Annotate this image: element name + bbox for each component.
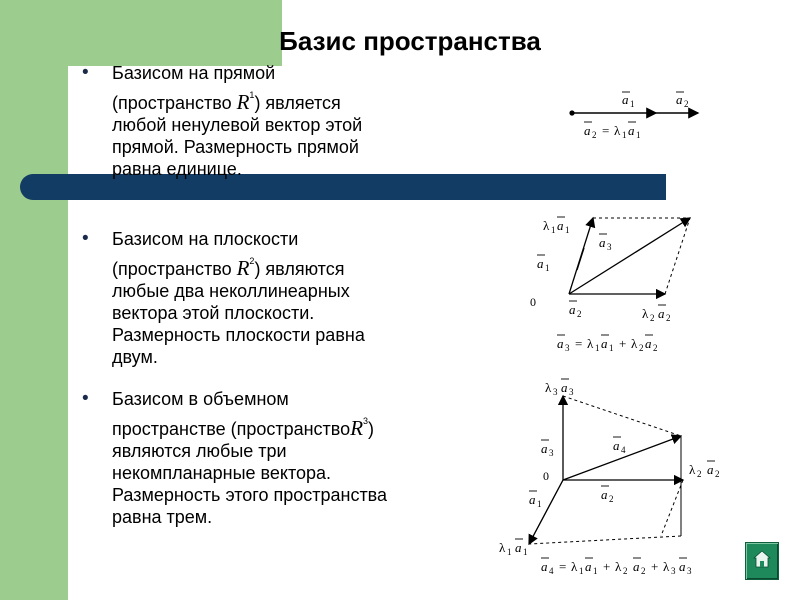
svg-text:1: 1 — [537, 499, 542, 509]
label-a1 — [622, 92, 635, 109]
label-lambda3-a3 — [545, 379, 574, 397]
svg-text:3: 3 — [687, 566, 692, 576]
svg-text:2: 2 — [653, 343, 658, 353]
equation-a2-lambda-a1 — [584, 122, 641, 140]
space-symbol: R — [350, 416, 364, 440]
equation-a3 — [557, 335, 658, 353]
parallelepiped-edge — [661, 480, 683, 536]
bullet-text — [112, 62, 462, 180]
label-a3 — [599, 234, 612, 252]
home-icon — [753, 550, 771, 568]
text-line: некомпланарные вектора. — [112, 463, 332, 483]
svg-text:3: 3 — [607, 242, 612, 252]
text-fragment: ) являются — [254, 259, 345, 279]
bullet-marker: • — [82, 228, 89, 249]
text-line: двум. — [112, 347, 158, 367]
svg-text:1: 1 — [609, 343, 614, 353]
space-symbol-exponent: 3 — [363, 416, 369, 426]
equation-a4 — [541, 558, 692, 576]
svg-text:2: 2 — [641, 566, 646, 576]
svg-text:2: 2 — [623, 566, 628, 576]
text-line — [112, 410, 462, 440]
svg-text:a: a — [601, 336, 608, 351]
svg-text:1: 1 — [545, 263, 550, 273]
svg-text:2: 2 — [577, 309, 582, 319]
svg-text:1: 1 — [523, 547, 528, 557]
parallelepiped-edge — [563, 396, 681, 436]
plane-basis-diagram — [525, 206, 710, 362]
svg-text:=: = — [602, 123, 610, 138]
text-line: являются любые три — [112, 441, 287, 461]
svg-text:=: = — [575, 336, 583, 351]
space-symbol: R — [236, 90, 250, 114]
svg-text:a: a — [707, 462, 714, 477]
svg-text:a: a — [584, 123, 591, 138]
svg-text:a: a — [676, 92, 683, 107]
svg-text:2: 2 — [684, 99, 689, 109]
bullet-text — [112, 228, 462, 368]
label-lambda1-a1 — [499, 539, 528, 557]
vector-a4-arrow — [563, 436, 681, 480]
svg-text:a: a — [613, 438, 620, 453]
svg-text:3: 3 — [549, 448, 554, 458]
text-line: Размерность этого пространства — [112, 485, 388, 505]
origin-label: 0 — [543, 469, 549, 483]
svg-text:a: a — [628, 123, 635, 138]
svg-text:2: 2 — [639, 343, 644, 353]
vector-a3-arrow — [569, 218, 690, 294]
svg-text:4: 4 — [621, 445, 626, 455]
label-a4 — [613, 437, 626, 455]
text-line — [112, 250, 462, 280]
left-accent-band — [0, 0, 68, 600]
svg-text:2: 2 — [592, 130, 597, 140]
parallelepiped-edge — [529, 480, 563, 544]
label-lambda2-a2 — [642, 305, 671, 323]
label-a2 — [601, 486, 614, 504]
text-line: Базисом на плоскости — [112, 229, 299, 249]
svg-text:a: a — [679, 559, 686, 574]
text-fragment: ) является — [254, 93, 341, 113]
svg-text:a: a — [561, 380, 568, 395]
svg-text:λ: λ — [499, 540, 506, 555]
svg-text:3: 3 — [569, 387, 574, 397]
svg-text:1: 1 — [593, 566, 598, 576]
svg-text:a: a — [601, 487, 608, 502]
text-fragment: пространстве (пространство — [112, 419, 351, 439]
home-button[interactable] — [745, 542, 779, 580]
svg-text:λ: λ — [631, 336, 638, 351]
bullet-marker: • — [82, 62, 89, 83]
svg-text:λ: λ — [642, 306, 649, 321]
svg-text:λ: λ — [587, 336, 594, 351]
parallelogram-edge — [665, 218, 690, 294]
svg-text:+: + — [651, 559, 659, 574]
svg-text:λ: λ — [689, 462, 696, 477]
svg-text:2: 2 — [666, 313, 671, 323]
line-basis-diagram — [560, 80, 720, 150]
space-basis-diagram — [495, 374, 735, 586]
svg-text:a: a — [541, 559, 548, 574]
bullet-marker: • — [82, 388, 89, 409]
svg-text:λ: λ — [614, 123, 621, 138]
text-line: Базисом на прямой — [112, 63, 276, 83]
svg-text:a: a — [541, 441, 548, 456]
svg-text:1: 1 — [630, 99, 635, 109]
svg-text:a: a — [515, 540, 522, 555]
svg-text:a: a — [537, 256, 544, 271]
text-line: равна трем. — [112, 507, 213, 527]
space-symbol-exponent: 2 — [249, 256, 255, 266]
svg-text:a: a — [557, 218, 564, 233]
svg-text:λ: λ — [543, 218, 550, 233]
label-lambda1-a1 — [543, 217, 570, 235]
label-lambda2-a2 — [689, 461, 720, 479]
svg-text:a: a — [557, 336, 564, 351]
text-fragment: (пространство — [112, 259, 237, 279]
svg-text:3: 3 — [671, 566, 676, 576]
text-line: равна единице. — [112, 159, 242, 179]
text-line: Базисом в объемном — [112, 389, 289, 409]
svg-text:3: 3 — [565, 343, 570, 353]
svg-text:a: a — [585, 559, 592, 574]
svg-text:1: 1 — [622, 130, 627, 140]
label-a1 — [537, 255, 550, 273]
bullet-text — [112, 388, 462, 528]
svg-text:1: 1 — [507, 547, 512, 557]
svg-text:1: 1 — [551, 225, 556, 235]
text-line: любые два неколлинеарных — [112, 281, 350, 301]
svg-text:λ: λ — [615, 559, 622, 574]
svg-text:1: 1 — [565, 225, 570, 235]
svg-text:2: 2 — [650, 313, 655, 323]
svg-text:a: a — [622, 92, 629, 107]
text-line: прямой. Размерность прямой — [112, 137, 359, 157]
svg-text:1: 1 — [579, 566, 584, 576]
svg-text:a: a — [529, 492, 536, 507]
svg-text:λ: λ — [545, 380, 552, 395]
text-fragment: (пространство — [112, 93, 237, 113]
svg-text:λ: λ — [571, 559, 578, 574]
origin-label: 0 — [530, 295, 536, 309]
svg-text:a: a — [645, 336, 652, 351]
text-line: вектора этой плоскости. — [112, 303, 315, 323]
svg-text:2: 2 — [715, 469, 720, 479]
svg-text:+: + — [619, 336, 627, 351]
svg-text:=: = — [559, 559, 567, 574]
space-symbol: R — [236, 256, 250, 280]
svg-text:+: + — [603, 559, 611, 574]
svg-text:2: 2 — [609, 494, 614, 504]
svg-text:a: a — [599, 235, 606, 250]
svg-text:1: 1 — [636, 130, 641, 140]
vector-a1-segment — [577, 248, 584, 270]
slide-title: Базис пространства — [279, 26, 541, 56]
svg-text:4: 4 — [549, 566, 554, 576]
text-line: любой ненулевой вектор этой — [112, 115, 363, 135]
space-symbol-exponent: 1 — [249, 90, 255, 100]
svg-text:a: a — [569, 302, 576, 317]
svg-text:a: a — [658, 306, 665, 321]
svg-text:2: 2 — [697, 469, 702, 479]
label-a1 — [529, 491, 542, 509]
svg-text:a: a — [633, 559, 640, 574]
svg-text:1: 1 — [595, 343, 600, 353]
svg-text:3: 3 — [553, 387, 558, 397]
label-a2 — [676, 92, 689, 109]
text-line: Размерность плоскости равна — [112, 325, 365, 345]
svg-text:λ: λ — [663, 559, 670, 574]
label-a3 — [541, 440, 554, 458]
text-fragment: ) — [368, 419, 375, 439]
label-a2 — [569, 301, 582, 319]
parallelepiped-edge — [529, 536, 681, 544]
text-line — [112, 84, 462, 114]
